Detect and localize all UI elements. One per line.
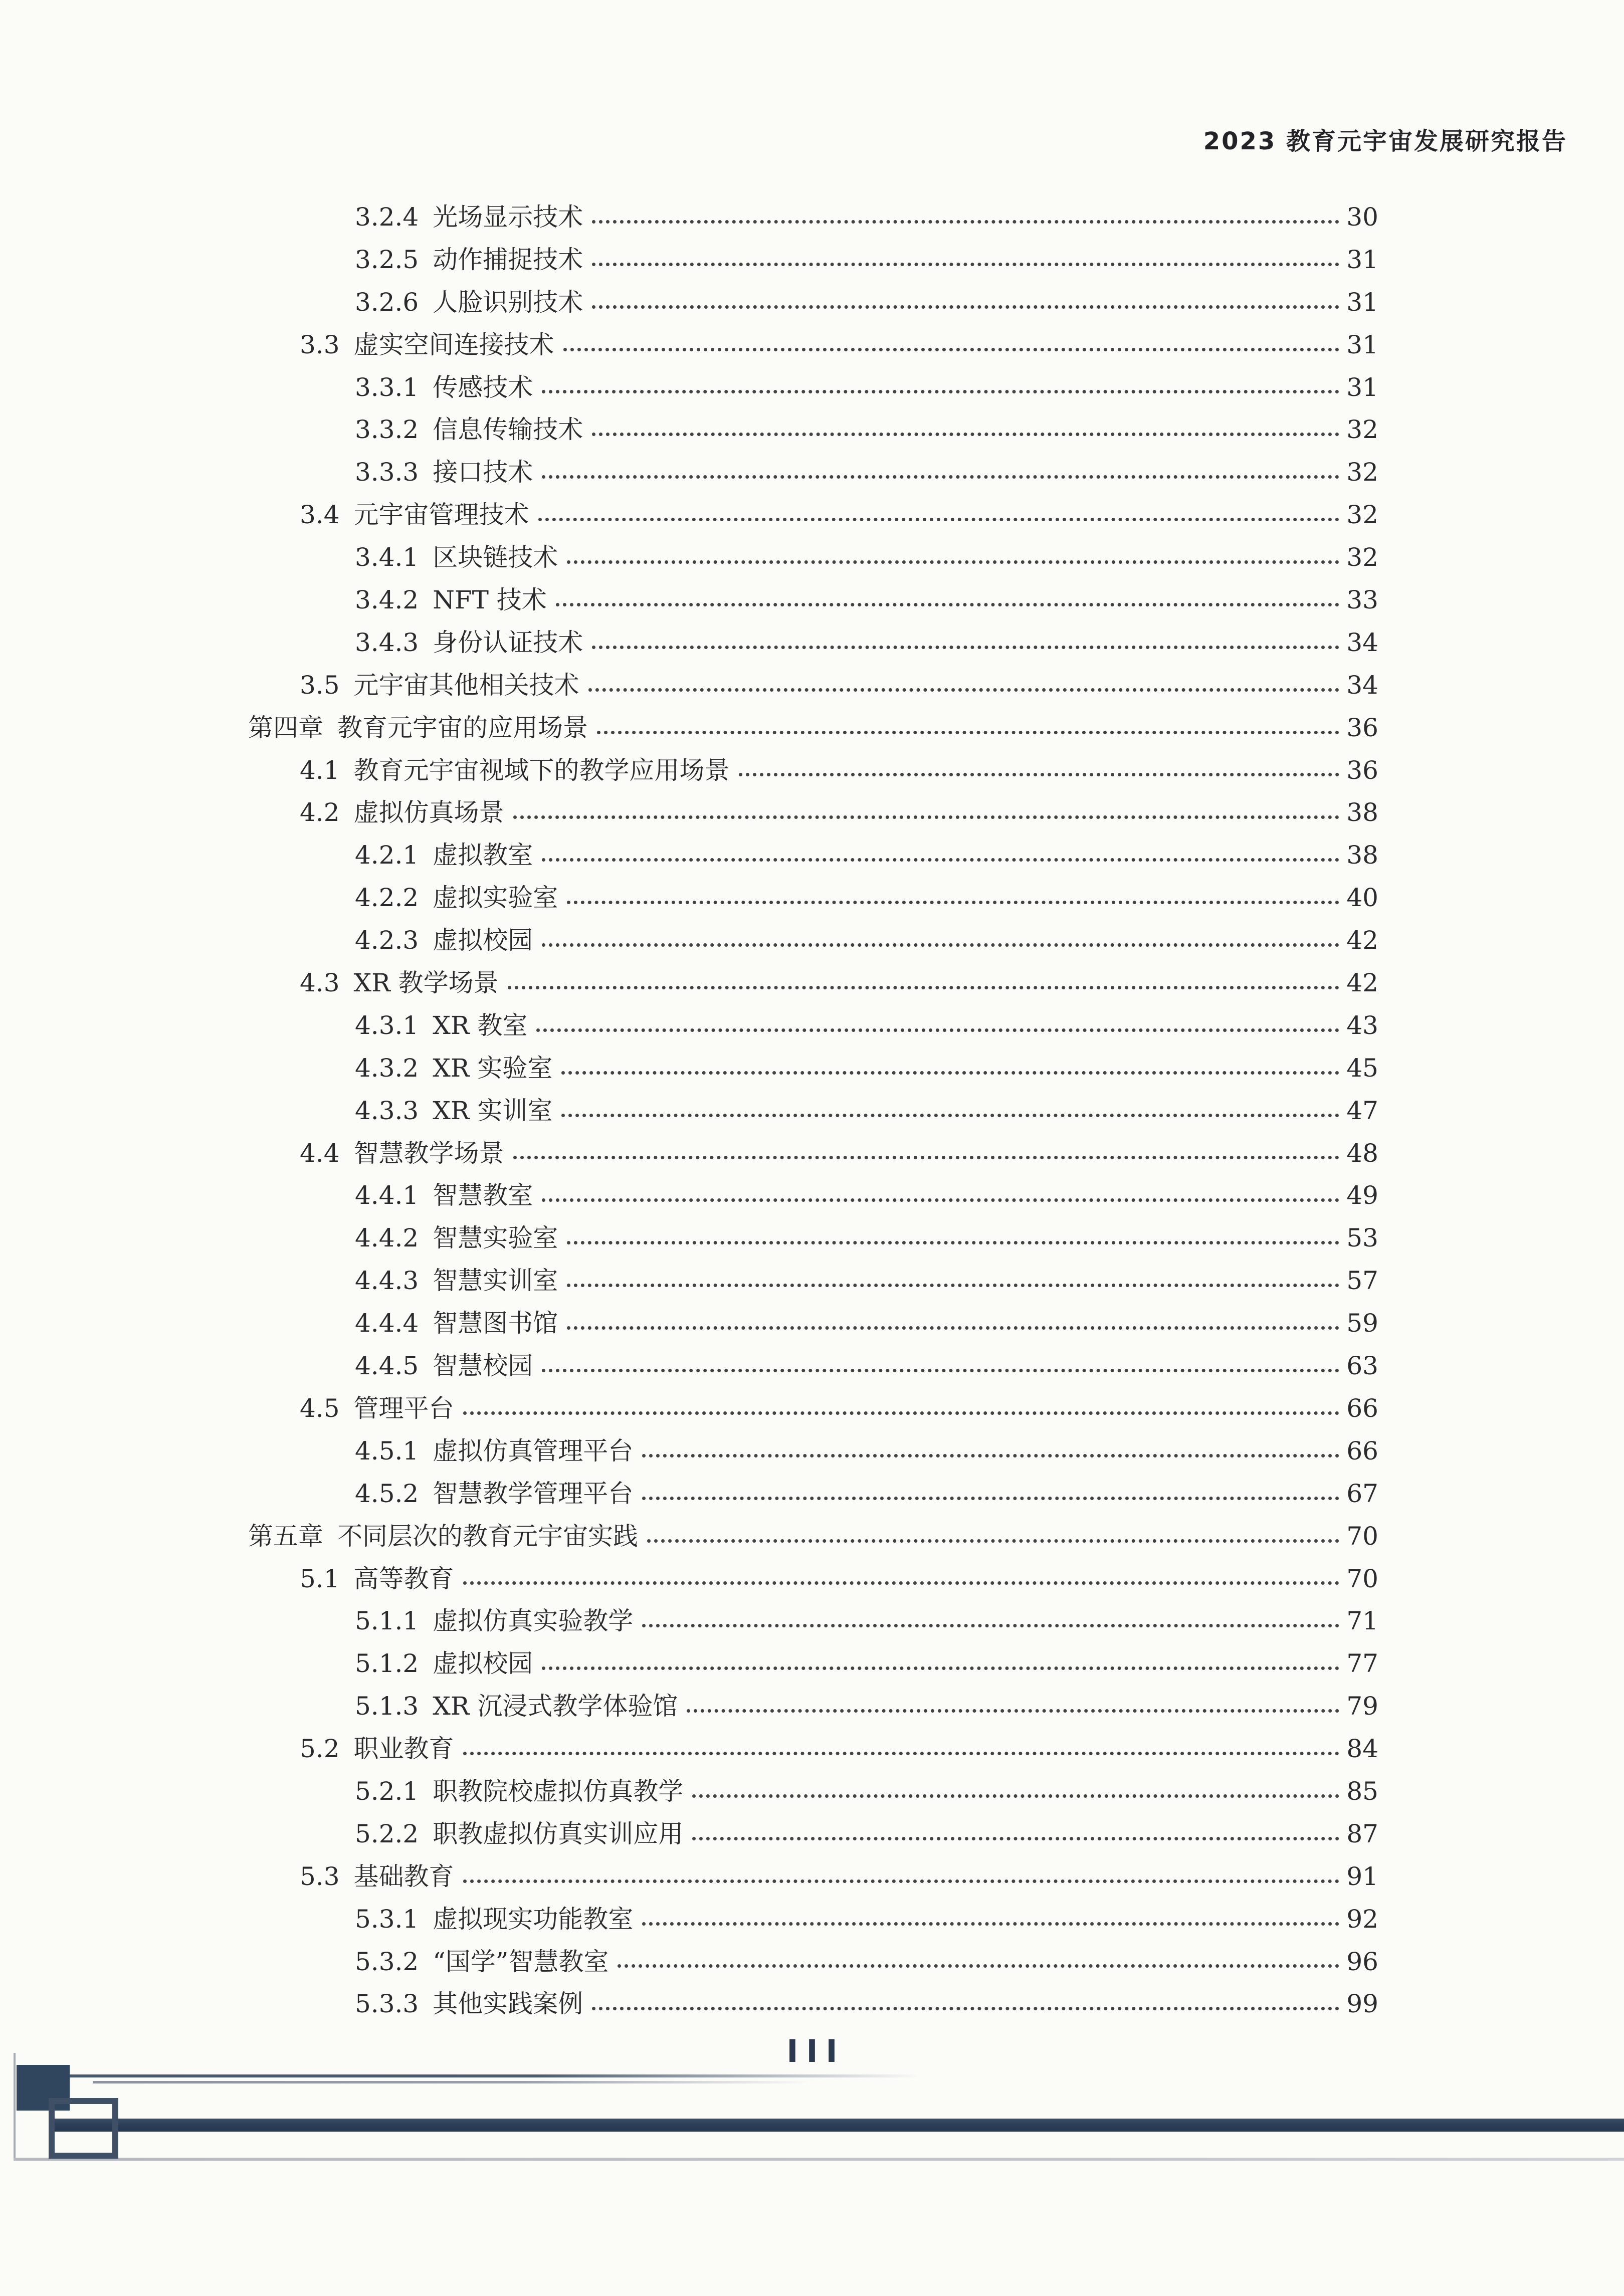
toc-leader-dots <box>561 1114 1339 1117</box>
toc-entry-page: 43 <box>1346 1010 1378 1040</box>
toc-entry-page: 42 <box>1346 926 1378 955</box>
toc-entry <box>0 1898 1378 1941</box>
toc-entry-title: 教育元宇宙的应用场景 <box>337 713 588 742</box>
toc-entry-number: 5.3.3 <box>355 1989 419 2019</box>
toc-leader-dots <box>513 1156 1340 1159</box>
toc-entry <box>0 1855 1378 1898</box>
toc-entry-title: 虚拟现实功能教室 <box>433 1904 634 1934</box>
toc-entry <box>0 919 1378 962</box>
toc-entry-number: 4.3.1 <box>355 1010 419 1040</box>
toc-entry-page: 70 <box>1346 1564 1378 1593</box>
toc-entry-number: 4.5.2 <box>355 1479 419 1508</box>
toc-entry <box>0 1132 1378 1175</box>
toc-entry-number: 3.3.3 <box>355 458 419 487</box>
toc-entry <box>0 1983 1378 2025</box>
toc-entry <box>0 1090 1378 1132</box>
toc-entry-page: 34 <box>1346 670 1378 700</box>
toc-entry-title: 光场显示技术 <box>433 202 583 232</box>
toc-entry-page: 32 <box>1346 543 1378 572</box>
toc-entry-title: 管理平台 <box>353 1393 454 1423</box>
toc-entry-title: 职教院校虚拟仿真教学 <box>433 1776 684 1806</box>
toc-leader-dots <box>542 1666 1339 1670</box>
toc-entry-title: 传感技术 <box>433 372 533 402</box>
toc-entry <box>0 281 1378 324</box>
toc-entry <box>0 1260 1378 1302</box>
toc-entry-number: 3.2.5 <box>355 245 419 274</box>
toc-entry-number: 4.3.3 <box>355 1096 419 1125</box>
toc-entry-number: 4.4.4 <box>355 1309 419 1338</box>
toc-leader-dots <box>642 1624 1339 1627</box>
toc-entry-title: 智慧图书馆 <box>433 1309 558 1338</box>
toc-entry-title: 元宇宙其他相关技术 <box>353 670 579 700</box>
toc-entry <box>0 1387 1378 1430</box>
toc-entry-title: 职业教育 <box>353 1734 454 1764</box>
toc-entry-title: 智慧教学管理平台 <box>433 1479 634 1508</box>
toc-entry-title: 虚拟教室 <box>433 841 533 870</box>
toc-entry-page: 47 <box>1346 1096 1378 1125</box>
toc-entry-number: 4.4.5 <box>355 1351 419 1381</box>
toc-entry-page: 67 <box>1346 1479 1378 1508</box>
toc-entry-number: 3.3 <box>300 330 340 359</box>
toc-leader-dots <box>567 1326 1339 1330</box>
toc-entry <box>0 1430 1378 1473</box>
toc-entry <box>0 1515 1378 1558</box>
toc-entry-title: 高等教育 <box>353 1564 454 1593</box>
toc-entry-number: 4.2.3 <box>355 926 419 955</box>
toc-entry-title: 基础教育 <box>353 1861 454 1891</box>
toc-entry-title: XR 实验室 <box>433 1053 553 1083</box>
toc-entry <box>0 749 1378 792</box>
toc-leader-dots <box>618 1964 1339 1968</box>
toc-entry-title: 职教虚拟仿真实训应用 <box>433 1819 684 1848</box>
toc-entry-page: 38 <box>1346 798 1378 827</box>
toc-leader-dots <box>556 603 1339 606</box>
toc-entry-number: 3.4.3 <box>355 628 419 657</box>
toc-leader-dots <box>542 475 1339 479</box>
toc-entry <box>0 239 1378 281</box>
report-title: 2023 教育元宇宙发展研究报告 <box>1203 127 1567 155</box>
toc-entry-number: 5.1.1 <box>355 1606 419 1636</box>
toc-entry-page: 57 <box>1346 1266 1378 1296</box>
toc-entry-title: 信息传输技术 <box>433 415 583 445</box>
toc-entry-page: 40 <box>1346 883 1378 913</box>
toc-list <box>0 196 1378 2025</box>
toc-leader-dots <box>567 1284 1339 1287</box>
toc-entry <box>0 1685 1378 1728</box>
toc-entry-number: 5.2.2 <box>355 1819 419 1848</box>
toc-leader-dots <box>513 815 1340 819</box>
toc-entry-number: 4.2.2 <box>355 883 419 913</box>
toc-leader-dots <box>642 1497 1339 1500</box>
toc-entry-page: 84 <box>1346 1734 1378 1764</box>
toc-leader-dots <box>647 1539 1339 1543</box>
toc-entry <box>0 536 1378 579</box>
toc-entry-title: 教育元宇宙视域下的教学应用场景 <box>353 755 730 785</box>
toc-entry <box>0 408 1378 451</box>
toc-leader-dots <box>542 1369 1339 1372</box>
toc-entry-number: 3.4 <box>300 500 340 530</box>
toc-entry-page: 99 <box>1346 1989 1378 2019</box>
toc-entry-page: 70 <box>1346 1521 1378 1551</box>
page-number: III <box>786 2033 846 2069</box>
toc-leader-dots <box>597 731 1339 734</box>
toc-entry <box>0 196 1378 239</box>
toc-entry <box>0 1728 1378 1770</box>
toc-leader-dots <box>463 1411 1340 1415</box>
toc-entry-number: 5.3.1 <box>355 1904 419 1934</box>
toc-entry-title: 虚拟仿真实验教学 <box>433 1606 634 1636</box>
toc-entry-number: 3.4.2 <box>355 585 419 615</box>
toc-leader-dots <box>592 646 1339 649</box>
toc-entry-number: 4.3 <box>300 968 340 998</box>
toc-entry-page: 30 <box>1346 202 1378 232</box>
toc-entry-title: 接口技术 <box>433 458 533 487</box>
toc-entry-number: 3.3.1 <box>355 372 419 402</box>
toc-entry-number: 第四章 <box>248 713 323 742</box>
toc-leader-dots <box>592 305 1339 309</box>
toc-entry-page: 91 <box>1346 1861 1378 1891</box>
toc-entry-title: “国学”智慧教室 <box>433 1947 609 1976</box>
toc-entry-number: 5.1.3 <box>355 1692 419 1721</box>
toc-leader-dots <box>542 390 1339 393</box>
toc-entry-page: 53 <box>1346 1223 1378 1253</box>
toc-entry <box>0 877 1378 919</box>
toc-leader-dots <box>692 1794 1339 1798</box>
toc-entry <box>0 621 1378 664</box>
toc-entry <box>0 1642 1378 1685</box>
toc-entry <box>0 1941 1378 1983</box>
toc-entry-page: 66 <box>1346 1436 1378 1466</box>
toc-entry-title: 智慧校园 <box>433 1351 533 1381</box>
toc-entry <box>0 1345 1378 1387</box>
toc-leader-dots <box>567 560 1339 564</box>
toc-leader-dots <box>588 688 1340 692</box>
toc-entry-page: 31 <box>1346 287 1378 317</box>
toc-entry-number: 3.3.2 <box>355 415 419 445</box>
toc-entry-page: 33 <box>1346 585 1378 615</box>
toc-entry-number: 4.2.1 <box>355 841 419 870</box>
toc-entry-page: 92 <box>1346 1904 1378 1934</box>
toc-entry-title: XR 实训室 <box>433 1096 553 1125</box>
toc-entry <box>0 1302 1378 1345</box>
toc-leader-dots <box>692 1837 1339 1840</box>
footer-thin-line-dark <box>68 2074 920 2077</box>
toc-entry <box>0 791 1378 834</box>
toc-entry-title: 虚实空间连接技术 <box>353 330 554 359</box>
toc-entry-page: 49 <box>1346 1181 1378 1210</box>
toc-entry-title: XR 教室 <box>433 1010 528 1040</box>
toc-entry-number: 4.4 <box>300 1138 340 1168</box>
toc-entry <box>0 834 1378 877</box>
toc-entry-number: 5.2.1 <box>355 1776 419 1806</box>
toc-entry-page: 87 <box>1346 1819 1378 1848</box>
toc-entry-number: 5.1 <box>300 1564 340 1593</box>
toc-entry <box>0 664 1378 707</box>
toc-entry <box>0 962 1378 1004</box>
toc-entry-page: 79 <box>1346 1692 1378 1721</box>
toc-entry-page: 96 <box>1346 1947 1378 1976</box>
toc-leader-dots <box>642 1922 1339 1926</box>
toc-entry-page: 34 <box>1346 628 1378 657</box>
toc-entry <box>0 451 1378 494</box>
toc-entry <box>0 1558 1378 1600</box>
toc-entry-page: 66 <box>1346 1393 1378 1423</box>
toc-entry-page: 36 <box>1346 755 1378 785</box>
toc-entry-number: 4.2 <box>300 798 340 827</box>
toc-entry <box>0 1174 1378 1217</box>
toc-entry-title: 身份认证技术 <box>433 628 583 657</box>
toc-entry-title: 智慧实训室 <box>433 1266 558 1296</box>
toc-entry-page: 31 <box>1346 330 1378 359</box>
toc-entry-title: 虚拟校园 <box>433 926 533 955</box>
toc-entry-number: 4.3.2 <box>355 1053 419 1083</box>
footer-vertical-line <box>14 2053 16 2161</box>
toc-entry-page: 77 <box>1346 1649 1378 1679</box>
toc-entry-number: 第五章 <box>248 1521 323 1551</box>
toc-leader-dots <box>567 1241 1339 1244</box>
toc-entry <box>0 579 1378 621</box>
toc-leader-dots <box>567 901 1339 904</box>
toc-entry-number: 3.4.1 <box>355 543 419 572</box>
toc-leader-dots <box>538 518 1340 521</box>
toc-entry <box>0 1217 1378 1260</box>
toc-entry-number: 4.4.3 <box>355 1266 419 1296</box>
toc-entry <box>0 1770 1378 1813</box>
toc-leader-dots <box>563 348 1340 351</box>
toc-entry-title: 区块链技术 <box>433 543 558 572</box>
toc-leader-dots <box>642 1454 1339 1457</box>
toc-leader-dots <box>592 263 1339 266</box>
toc-entry-page: 42 <box>1346 968 1378 998</box>
toc-leader-dots <box>592 433 1339 436</box>
toc-entry-title: 智慧教室 <box>433 1181 533 1210</box>
toc-entry-title: 其他实践案例 <box>433 1989 583 2019</box>
toc-entry-number: 5.1.2 <box>355 1649 419 1679</box>
toc-entry-number: 3.2.6 <box>355 287 419 317</box>
footer-light-baseline <box>14 2158 1624 2161</box>
toc-entry-page: 71 <box>1346 1606 1378 1636</box>
toc-entry-title: 人脸识别技术 <box>433 287 583 317</box>
toc-entry-page: 38 <box>1346 841 1378 870</box>
toc-entry <box>0 1600 1378 1642</box>
toc-leader-dots <box>739 773 1340 776</box>
toc-leader-dots <box>687 1709 1339 1713</box>
toc-entry-title: NFT 技术 <box>433 585 547 615</box>
toc-leader-dots <box>463 1581 1340 1585</box>
toc-leader-dots <box>542 858 1339 862</box>
toc-leader-dots <box>508 986 1340 989</box>
toc-entry-title: 元宇宙管理技术 <box>353 500 529 530</box>
toc-entry-page: 48 <box>1346 1138 1378 1168</box>
toc-entry-title: 虚拟校园 <box>433 1649 533 1679</box>
toc-entry <box>0 366 1378 409</box>
toc-entry-title: 虚拟仿真场景 <box>353 798 504 827</box>
toc-entry-title: XR 沉浸式教学体验馆 <box>433 1692 678 1721</box>
toc-entry-page: 31 <box>1346 372 1378 402</box>
toc-entry-page: 45 <box>1346 1053 1378 1083</box>
toc-entry-title: 智慧实验室 <box>433 1223 558 1253</box>
toc-entry-title: 智慧教学场景 <box>353 1138 504 1168</box>
toc-entry-title: 虚拟仿真管理平台 <box>433 1436 634 1466</box>
toc-entry-number: 5.2 <box>300 1734 340 1764</box>
footer-thin-line-gray <box>93 2081 809 2083</box>
toc-entry-number: 4.1 <box>300 755 340 785</box>
toc-entry-page: 32 <box>1346 458 1378 487</box>
toc-entry <box>0 1473 1378 1515</box>
toc-leader-dots <box>542 943 1339 947</box>
toc-leader-dots <box>592 2007 1339 2010</box>
toc-entry <box>0 324 1378 366</box>
toc-entry-number: 4.4.1 <box>355 1181 419 1210</box>
toc-leader-dots <box>592 220 1339 224</box>
toc-leader-dots <box>561 1071 1339 1075</box>
toc-entry-number: 3.2.4 <box>355 202 419 232</box>
toc-entry-title: 动作捕捉技术 <box>433 245 583 274</box>
toc-entry-number: 3.5 <box>300 670 340 700</box>
toc-entry <box>0 1813 1378 1855</box>
footer-outline-square <box>49 2098 118 2159</box>
toc-leader-dots <box>536 1028 1339 1032</box>
toc-leader-dots <box>463 1880 1340 1883</box>
footer-navy-bar <box>50 2119 1624 2132</box>
toc-leader-dots <box>542 1198 1339 1202</box>
toc-entry-number: 5.3 <box>300 1861 340 1891</box>
toc-entry-title: 不同层次的教育元宇宙实践 <box>337 1521 638 1551</box>
toc-entry-title: 虚拟实验室 <box>433 883 558 913</box>
toc-entry <box>0 1047 1378 1090</box>
toc-entry-page: 32 <box>1346 415 1378 445</box>
toc-entry-number: 5.3.2 <box>355 1947 419 1976</box>
toc-entry-page: 63 <box>1346 1351 1378 1381</box>
toc-entry-number: 4.5.1 <box>355 1436 419 1466</box>
toc-entry-page: 36 <box>1346 713 1378 742</box>
toc-entry-page: 32 <box>1346 500 1378 530</box>
toc-leader-dots <box>463 1752 1340 1755</box>
toc-entry-title: XR 教学场景 <box>353 968 499 998</box>
toc-entry-page: 85 <box>1346 1776 1378 1806</box>
toc-entry <box>0 494 1378 536</box>
toc-entry-page: 31 <box>1346 245 1378 274</box>
toc-entry-page: 59 <box>1346 1309 1378 1338</box>
toc-entry-number: 4.5 <box>300 1393 340 1423</box>
toc-entry <box>0 1004 1378 1047</box>
toc-entry-number: 4.4.2 <box>355 1223 419 1253</box>
toc-entry <box>0 707 1378 749</box>
